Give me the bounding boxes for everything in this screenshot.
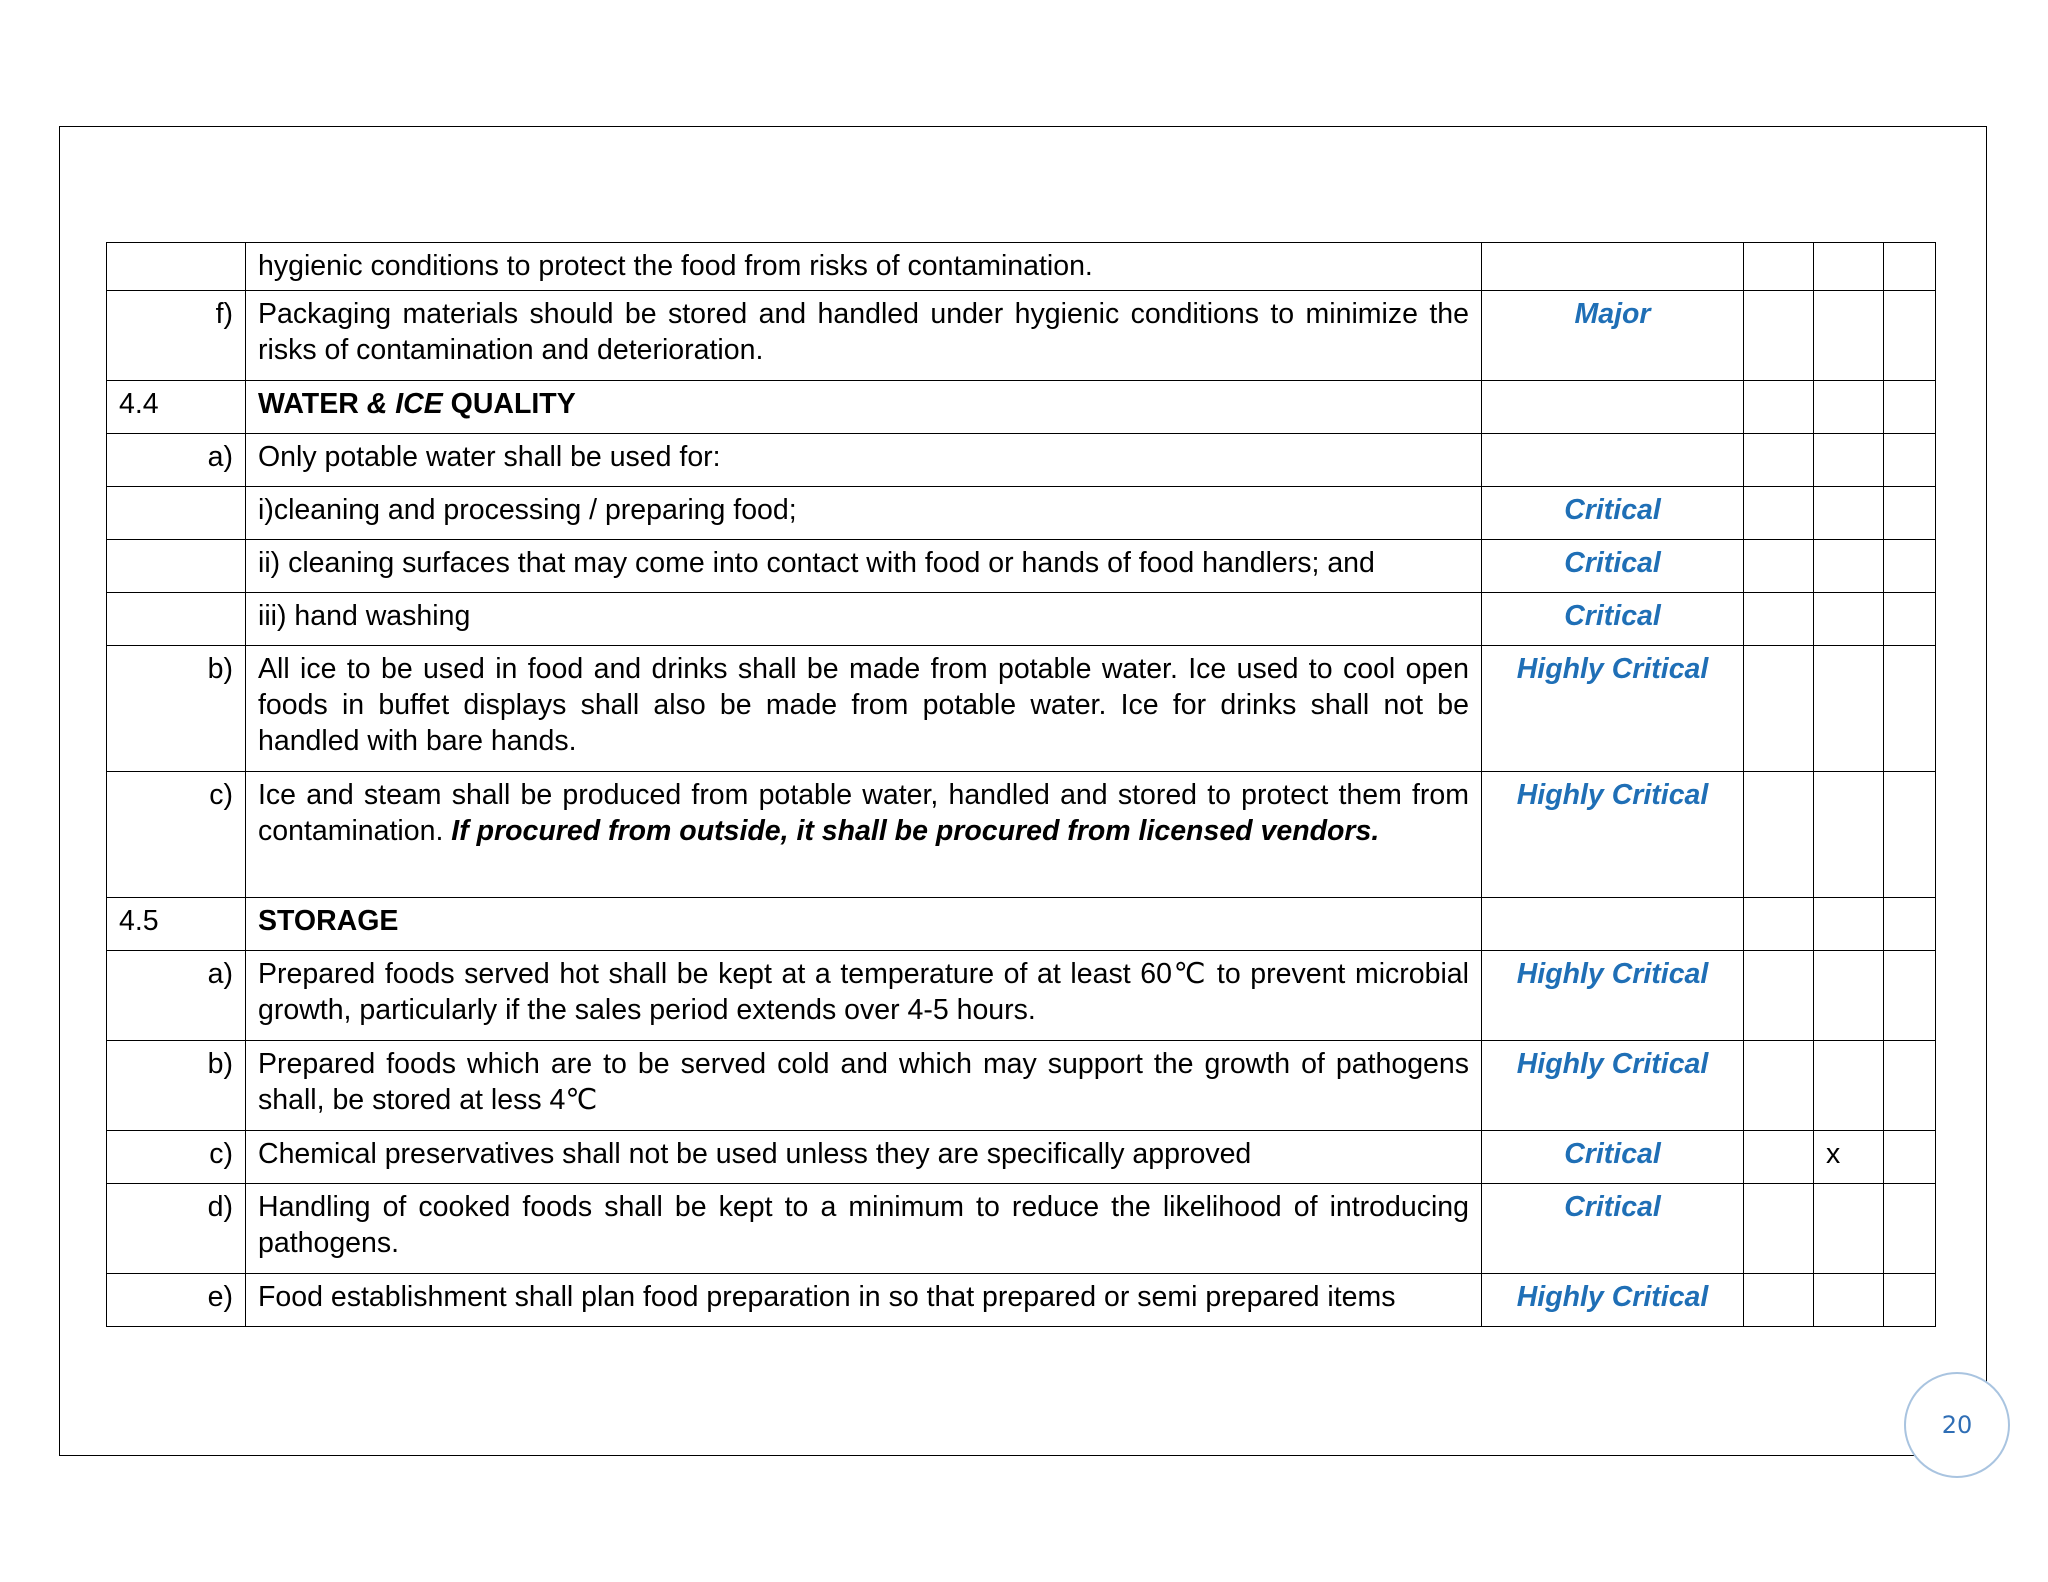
table-row — [107, 1131, 1936, 1184]
row-number: c) — [107, 1131, 246, 1184]
check-cell — [1744, 1041, 1814, 1131]
criticality-label: Critical — [1482, 593, 1744, 646]
check-cell — [1884, 1041, 1936, 1131]
check-cell — [1884, 646, 1936, 772]
check-cell — [1814, 540, 1884, 593]
row-text: hygienic conditions to protect the food from risks of contamination. — [246, 243, 1482, 291]
check-cell — [1744, 772, 1814, 898]
check-cell — [1814, 487, 1884, 540]
row-number: a) — [107, 434, 246, 487]
row-number: d) — [107, 1184, 246, 1274]
check-cell — [1884, 593, 1936, 646]
row-number: f) — [107, 291, 246, 381]
table-row — [107, 646, 1936, 772]
row-number: c) — [107, 772, 246, 898]
criticality-label — [1482, 434, 1744, 487]
check-cell — [1884, 540, 1936, 593]
row-text: Prepared foods which are to be served cold and which may support the growth of pathogens shall, be stored at less 4℃ — [246, 1041, 1482, 1131]
table-row — [107, 1274, 1936, 1327]
table-row — [107, 951, 1936, 1041]
heading-part: WATER — [258, 388, 367, 420]
check-cell — [1744, 487, 1814, 540]
check-cell — [1744, 243, 1814, 291]
table-row — [107, 434, 1936, 487]
row-number — [107, 540, 246, 593]
check-cell — [1884, 1274, 1936, 1327]
section-number: 4.4 — [107, 381, 246, 434]
check-cell — [1744, 951, 1814, 1041]
criticality-label: Highly Critical — [1482, 646, 1744, 772]
criticality-label: Highly Critical — [1482, 1274, 1744, 1327]
check-cell — [1884, 951, 1936, 1041]
row-number: b) — [107, 646, 246, 772]
row-text: Food establishment shall plan food preparation in so that prepared or semi prepared items — [246, 1274, 1482, 1327]
row-number: e) — [107, 1274, 246, 1327]
check-cell — [1814, 381, 1884, 434]
check-cell — [1884, 772, 1936, 898]
criticality-label — [1482, 243, 1744, 291]
check-cell — [1744, 1274, 1814, 1327]
section-number: 4.5 — [107, 898, 246, 951]
checklist-table — [106, 242, 1936, 1327]
check-cell — [1744, 646, 1814, 772]
check-cell — [1814, 243, 1884, 291]
row-number — [107, 487, 246, 540]
criticality-label: Critical — [1482, 1131, 1744, 1184]
row-text-part: Ice and steam shall be produced from potable water, handled and stored to protect them from contamination. — [258, 779, 1469, 847]
criticality-label: Highly Critical — [1482, 772, 1744, 898]
criticality-label: Highly Critical — [1482, 1041, 1744, 1131]
check-cell — [1744, 1184, 1814, 1274]
check-cell — [1814, 434, 1884, 487]
table-row — [107, 291, 1936, 381]
check-cell — [1744, 1131, 1814, 1184]
row-number — [107, 593, 246, 646]
row-text: Packaging materials should be stored and handled under hygienic conditions to minimize the risks of contamination and deterioration. — [246, 291, 1482, 381]
check-cell — [1884, 434, 1936, 487]
criticality-label: Critical — [1482, 1184, 1744, 1274]
check-mark: x — [1814, 1131, 1884, 1184]
check-cell — [1744, 291, 1814, 381]
check-cell — [1814, 772, 1884, 898]
row-text-emphasis: If procured from outside, it shall be procured from licensed vendors. — [451, 815, 1380, 847]
row-text: i)cleaning and processing / preparing food; — [246, 487, 1482, 540]
heading-part: QUALITY — [442, 388, 576, 420]
table-row — [107, 1041, 1936, 1131]
page-number: 20 — [1941, 1411, 1973, 1439]
check-cell — [1744, 540, 1814, 593]
check-cell — [1884, 291, 1936, 381]
row-text: Handling of cooked foods shall be kept to a minimum to reduce the likelihood of introducing pathogens. — [246, 1184, 1482, 1274]
check-cell — [1884, 381, 1936, 434]
page-number-badge — [1904, 1372, 2010, 1478]
check-cell — [1814, 291, 1884, 381]
criticality-label: Major — [1482, 291, 1744, 381]
table-row — [107, 487, 1936, 540]
criticality-label: Highly Critical — [1482, 951, 1744, 1041]
section-row — [107, 898, 1936, 951]
check-cell — [1884, 243, 1936, 291]
check-cell — [1744, 898, 1814, 951]
row-text: Only potable water shall be used for: — [246, 434, 1482, 487]
table-row — [107, 540, 1936, 593]
criticality-label — [1482, 381, 1744, 434]
row-text: Chemical preservatives shall not be used unless they are specifically approved — [246, 1131, 1482, 1184]
row-text: Prepared foods served hot shall be kept at a temperature of at least 60℃ to prevent microbial growth, particularly if the sales period extends over 4-5 hours. — [246, 951, 1482, 1041]
check-cell — [1744, 381, 1814, 434]
row-text — [246, 772, 1482, 898]
row-number — [107, 243, 246, 291]
table-row — [107, 1184, 1936, 1274]
table-row — [107, 593, 1936, 646]
check-cell — [1884, 898, 1936, 951]
check-cell — [1814, 646, 1884, 772]
row-text: iii) hand washing — [246, 593, 1482, 646]
criticality-label: Critical — [1482, 487, 1744, 540]
section-row — [107, 381, 1936, 434]
section-heading: STORAGE — [246, 898, 1482, 951]
table-row — [107, 243, 1936, 291]
check-cell — [1814, 898, 1884, 951]
check-cell — [1744, 434, 1814, 487]
section-heading — [246, 381, 1482, 434]
criticality-label: Critical — [1482, 540, 1744, 593]
row-text: ii) cleaning surfaces that may come into contact with food or hands of food handlers; and — [246, 540, 1482, 593]
check-cell — [1814, 1184, 1884, 1274]
check-cell — [1814, 593, 1884, 646]
check-cell — [1884, 487, 1936, 540]
check-cell — [1814, 1041, 1884, 1131]
criticality-label — [1482, 898, 1744, 951]
row-number: b) — [107, 1041, 246, 1131]
check-cell — [1884, 1184, 1936, 1274]
check-cell — [1814, 951, 1884, 1041]
row-number: a) — [107, 951, 246, 1041]
table-row — [107, 772, 1936, 898]
heading-part: & ICE — [366, 388, 443, 420]
check-cell — [1744, 593, 1814, 646]
check-cell — [1814, 1274, 1884, 1327]
row-text: All ice to be used in food and drinks shall be made from potable water. Ice used to cool open foods in buffet displays shall also be made from potable water. Ice for drinks shall not be handled with bare hands. — [246, 646, 1482, 772]
check-cell — [1884, 1131, 1936, 1184]
